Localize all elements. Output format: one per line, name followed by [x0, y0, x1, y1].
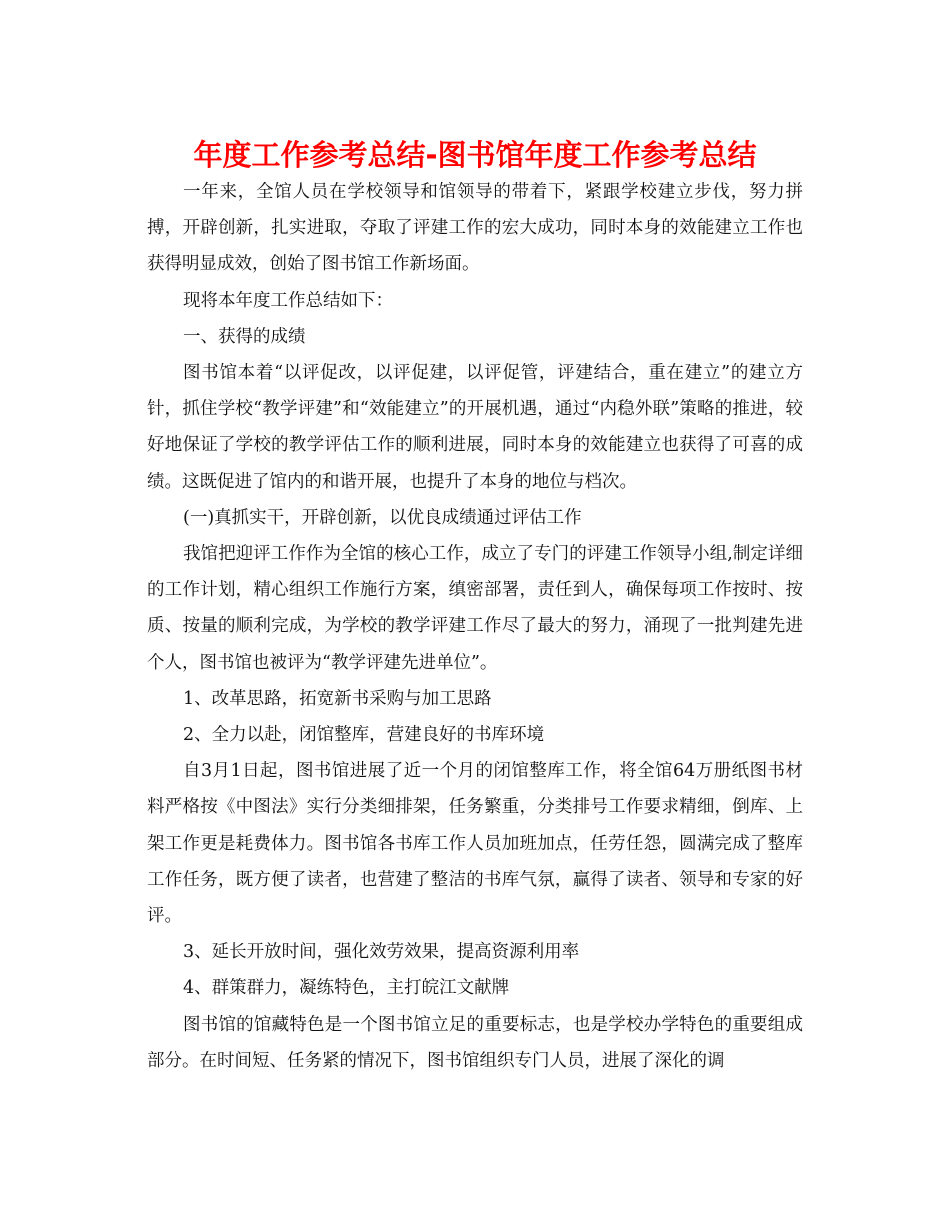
paragraph: 图书馆本着“以评促改，以评促建，以评促管，评建结合，重在建立”的建立方针，抓住学校“教学评建”和“效能建立”的开展机遇，通过“内稳外联”策略的推进，较好地保证了学校的教学评估工作的顺利进展，同时本身的效能建立也获得了可喜的成绩。这既促进了馆内的和谐开展，也提升了本身的地位与档次。: [147, 363, 803, 492]
list-item: 2、全力以赴，闭馆整库，营建良好的书库环境: [183, 725, 545, 746]
paragraph: 一年来，全馆人员在学校领导和馆领导的带着下，紧跟学校建立步伐，努力拼搏，开辟创新，扎实进取，夺取了评建工作的宏大成功，同时本身的效能建立工作也获得明显成效，创始了图书馆工作新场面。: [147, 182, 803, 275]
paragraph: 自3月1日起，图书馆进展了近一个月的闭馆整库工作，将全馆64万册纸图书材料严格按《中图法》实行分类细排架，任务繁重，分类排号工作要求精细，倒库、上架工作更是耗费体力。图书馆各书库工作人员加班加点，任劳任怨，圆满完成了整库工作任务，既方便了读者，也营建了整洁的书库气氛，赢得了读者、领导和专家的好评。: [147, 761, 803, 927]
paragraph: 我馆把迎评工作作为全馆的核心工作，成立了专门的评建工作领导小组,制定详细的工作计划，精心组织工作施行方案，缜密部署，责任到人，确保每项工作按时、按质、按量的顺利完成，为学校的教学评建工作尽了最大的努力，涌现了一批判建先进个人，图书馆也被评为“教学评建先进单位”。: [147, 544, 803, 673]
list-item: 3、延长开放时间，强化效劳效果，提高资源利用率: [183, 942, 580, 963]
paragraph: 图书馆的馆藏特色是一个图书馆立足的重要标志，也是学校办学特色的重要组成部分。在时间短、任务紧的情况下，图书馆组织专门人员，进展了深化的调: [147, 1014, 803, 1071]
subsection-heading: (一)真抓实干，开辟创新，以优良成绩通过评估工作: [183, 507, 582, 528]
paragraph: 现将本年度工作总结如下：: [183, 290, 393, 311]
section-heading: 一、获得的成绩: [183, 326, 306, 347]
list-item: 1、改革思路，拓宽新书采购与加工思路: [183, 688, 492, 709]
document-body: [147, 174, 803, 1079]
document-title: 年度工作参考总结-图书馆年度工作参考总结: [193, 138, 757, 172]
list-item: 4、群策群力，凝练特色，主打皖江文献牌: [183, 978, 510, 999]
